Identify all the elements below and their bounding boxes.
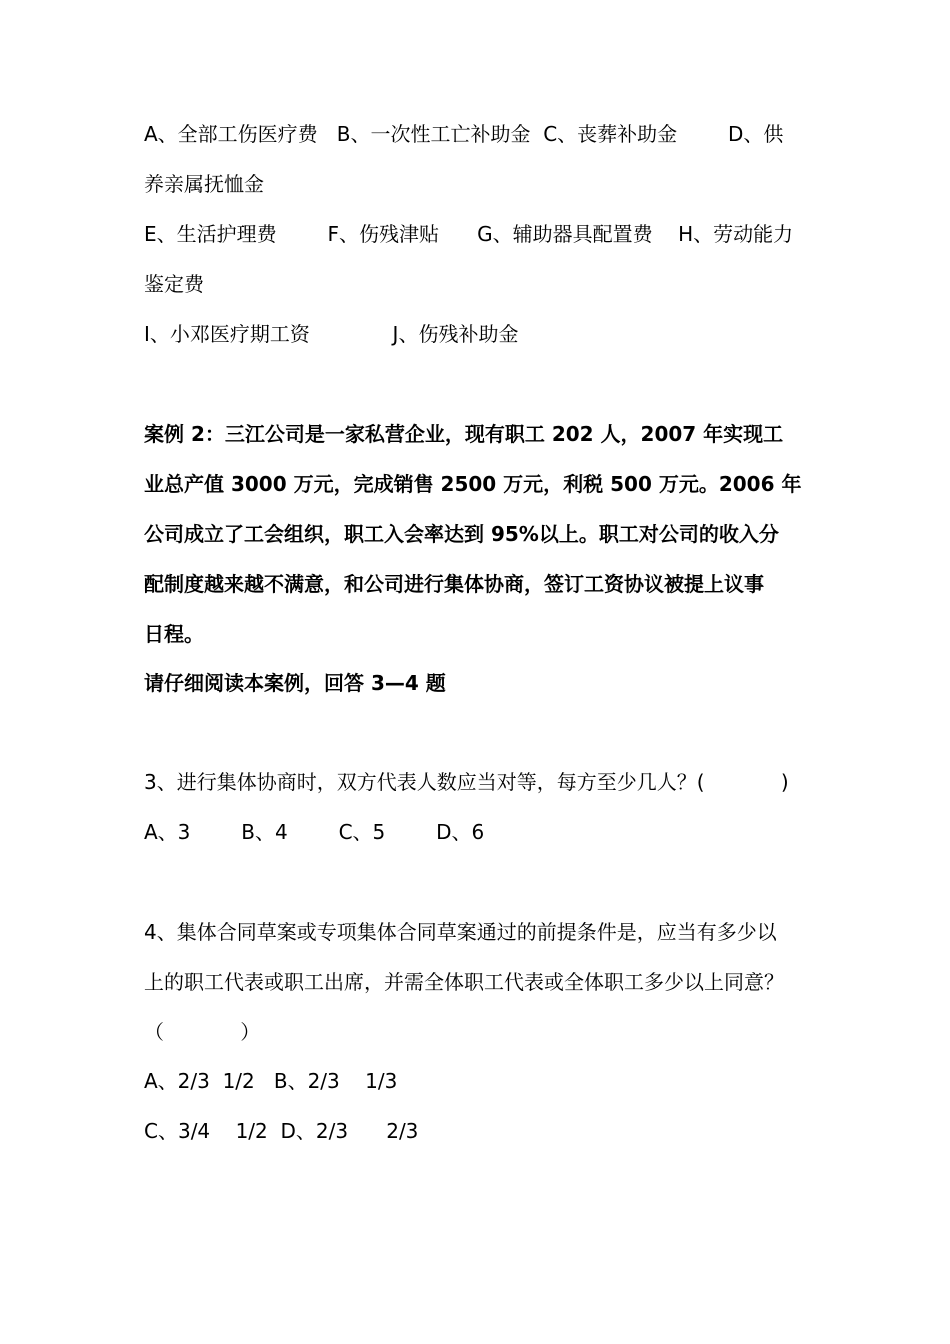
q4-options-cd: C、3/4 1/2 D、2/3 2/3 xyxy=(144,1119,419,1143)
q4-question-line-1: 4、集体合同草案或专项集体合同草案通过的前提条件是，应当有多少以 xyxy=(144,920,777,944)
q2-options-line-1: A、全部工伤医疗费 B、一次性工亡补助金 C、丧葬补助金 D、供 xyxy=(144,122,784,146)
case2-line-5: 日程。 xyxy=(144,622,204,646)
case2-instruction: 请仔细阅读本案例，回答 3—4 题 xyxy=(144,671,446,695)
case2-line-3: 公司成立了工会组织，职工入会率达到 95%以上。职工对公司的收入分 xyxy=(144,522,779,546)
case2-line-1: 案例 2：三江公司是一家私营企业，现有职工 202 人，2007 年实现工 xyxy=(144,422,784,446)
q3-options: A、3 B、4 C、5 D、6 xyxy=(144,820,485,844)
q4-answer-blank: （ ） xyxy=(144,1020,261,1044)
q2-options-line-4: 鉴定费 xyxy=(144,272,204,296)
case2-line-2: 业总产值 3000 万元，完成销售 2500 万元，利税 500 万元。2006 年 xyxy=(144,472,802,496)
q4-question-line-2: 上的职工代表或职工出席，并需全体职工代表或全体职工多少以上同意？ xyxy=(144,970,784,994)
q3-question: 3、进行集体协商时，双方代表人数应当对等，每方至少几人？( ) xyxy=(144,770,789,794)
case2-line-4: 配制度越来越不满意，和公司进行集体协商，签订工资协议被提上议事 xyxy=(144,572,764,596)
q2-options-line-3: E、生活护理费 F、伤残津贴 G、辅助器具配置费 H、劳动能力 xyxy=(144,222,794,246)
q2-options-line-5: I、小邓医疗期工资 J、伤残补助金 xyxy=(144,322,519,346)
q2-options-line-2: 养亲属抚恤金 xyxy=(144,172,264,196)
q4-options-ab: A、2/3 1/2 B、2/3 1/3 xyxy=(144,1069,398,1093)
